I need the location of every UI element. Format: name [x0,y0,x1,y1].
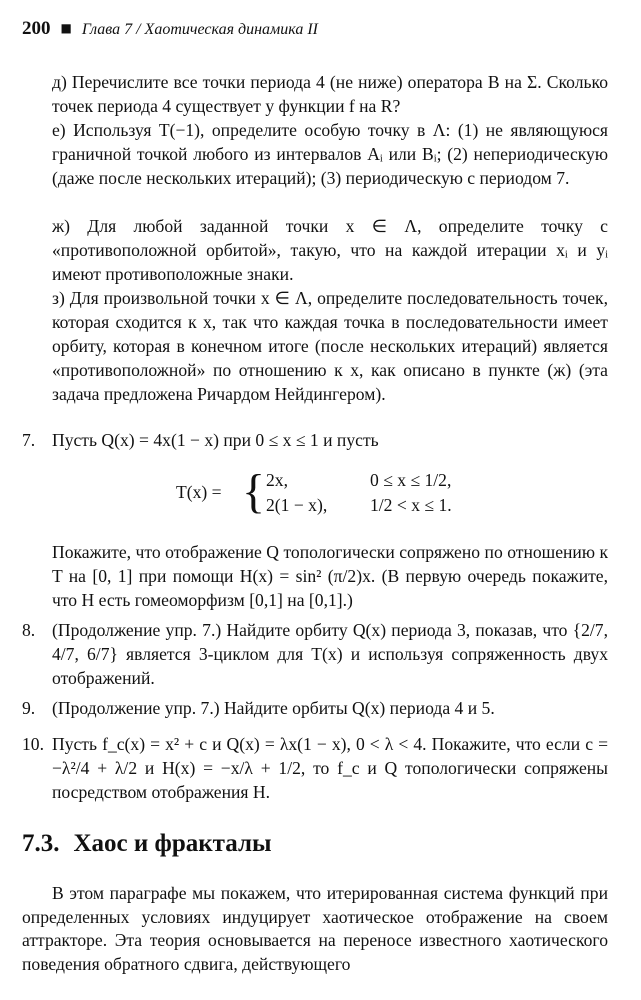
part-e-text: е) Используя T(−1), определите особую точку в Λ: (1) не являющуюся граничной точкой любого из интервалов Aᵢ или Bᵢ; (2) непериодическую (даже после нескольких итераций); (3) периодическую с периодом 7. [52,120,608,188]
formula-row1-cond: 0 ≤ x ≤ 1/2, [370,470,452,490]
exercise-9-text: (Продолжение упр. 7.) Найдите орбиты Q(x) периода 4 и 5. [52,698,495,718]
piecewise-formula [176,465,496,524]
exercise-7-number: 7. [22,430,36,450]
exercise-8-text: (Продолжение упр. 7.) Найдите орбиту Q(x) периода 3, показав, что {2/7, 4/7, 6/7} является 3-циклом для T(x) и используя сопряженность двух отображений. [52,620,608,688]
section-paragraph: В этом параграфе мы покажем, что итерированная система функций при определенных условиях индуцирует хаотическое отображение на своем аттракторе. Эта теория основывается на переносе известного хаотического поведения обратного сдвига, действующего [22,883,608,974]
formula-row1-expr: 2x, [266,470,288,490]
header-separator: ■ [60,21,72,35]
page-number: 200 [22,18,51,39]
part-d-text: д) Перечислите все точки периода 4 (не ниже) оператора B на Σ. Сколько точек периода 4 существует у функции f на R? [52,72,608,116]
formula-lhs: T(x) = [176,482,222,502]
section-title: Хаос и фракталы [73,830,272,857]
exercise-10-number: 10. [22,734,44,754]
formula-brace: { [242,465,266,518]
exercise-9-number: 9. [22,698,36,718]
exercise-9 [22,696,608,720]
part-e [52,118,608,190]
exercise-7 [22,428,608,452]
section-number: 7.3. [22,830,60,857]
part-zh-text: ж) Для любой заданной точки x ∈ Λ, определите точку с «противоположной орбитой», такую, что на каждой итерации xᵢ и yᵢ имеют противоположные знаки. [52,216,608,284]
exercise-10-text: Пусть f_c(x) = x² + c и Q(x) = λx(1 − x), 0 < λ < 4. Покажите, что если c = −λ²/4 + λ/2 и H(x) = −x/λ + 1/2, то f_c и Q топологически сопряжены посредством отображения H. [52,734,608,802]
exercise-10 [22,732,608,804]
formula-row2-cond: 1/2 < x ≤ 1. [370,495,452,515]
section-heading [22,830,272,858]
exercise-7-continuation [52,540,608,612]
part-z [52,286,608,406]
formula-row2-expr: 2(1 − x), [266,495,328,515]
part-zh [52,214,608,286]
part-d [52,70,608,118]
running-header [22,18,318,40]
exercise-7-after: Покажите, что отображение Q топологически сопряжено по отношению к T на [0, 1] при помощи H(x) = sin² (π/2)x. (В первую очередь покажите, что H есть гомеоморфизм [0,1] на [0,1].) [52,542,608,610]
exercise-8 [22,618,608,690]
exercise-8-number: 8. [22,620,36,640]
chapter-title: Глава 7 / Хаотическая динамика II [81,21,319,38]
part-z-text: з) Для произвольной точки x ∈ Λ, определите последовательность точек, которая сходится к x, так что каждая точка в последовательности имеет орбиту, которая в конечном итоге (после нескольких итераций) является «противоположной» по отношению к x, как описано в пункте (ж) (эта задача предложена Ричардом Нейдингером). [52,288,608,404]
exercise-7-intro: Пусть Q(x) = 4x(1 − x) при 0 ≤ x ≤ 1 и пусть [52,430,379,450]
